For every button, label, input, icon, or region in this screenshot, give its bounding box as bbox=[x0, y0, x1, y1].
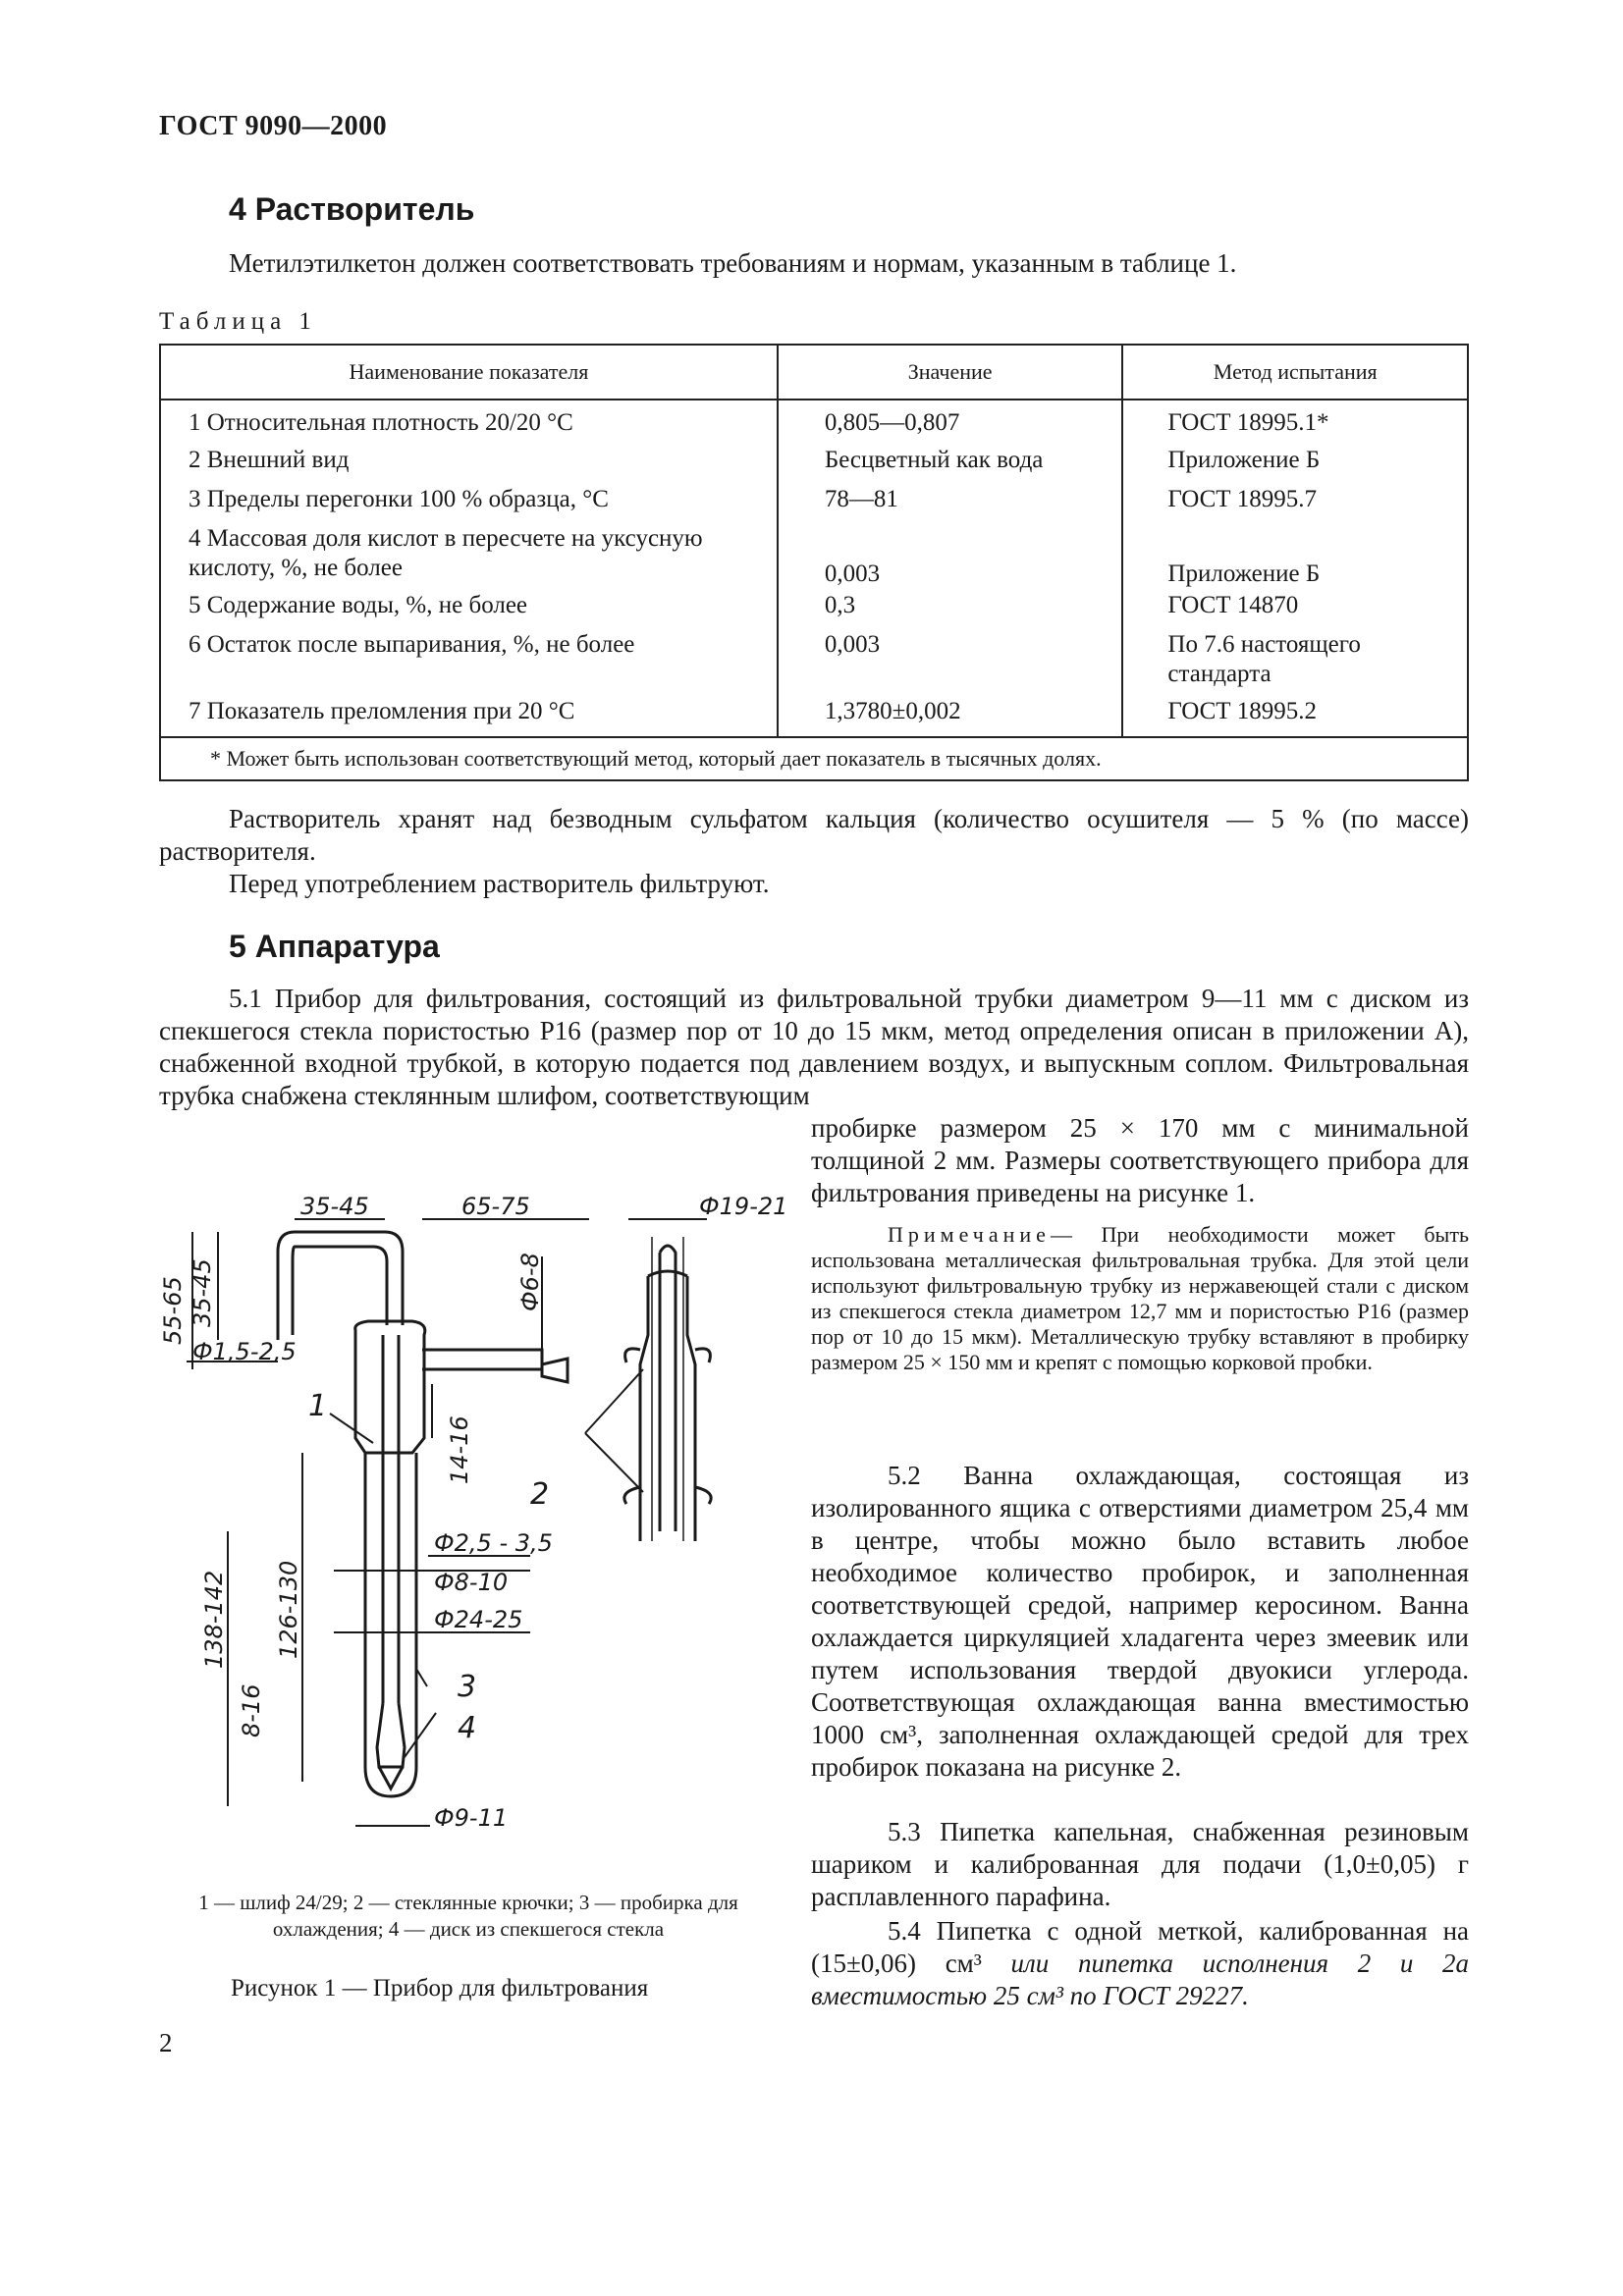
apparatus-side-view bbox=[624, 1237, 711, 1541]
row-method: ГОСТ 18995.2 bbox=[1167, 698, 1318, 724]
table-row bbox=[160, 400, 1468, 446]
callout-1: 1 bbox=[308, 1389, 328, 1423]
row-name: 6 Остаток после выпаривания, %, не более bbox=[189, 631, 635, 658]
paragraph-5-4-main: 5.4 Пипетка с одной меткой, калиброванная на (15±0,06) см³ bbox=[811, 1916, 1469, 1978]
table-row bbox=[160, 630, 1468, 697]
row-method: Приложение Б bbox=[1167, 447, 1321, 473]
table-footnote: * Может быть использован соответствующий метод, который дает показатель в тысячных долях. bbox=[160, 737, 1468, 780]
dim-35-45-side: 35-45 bbox=[189, 1258, 216, 1327]
table-footnote-row bbox=[160, 737, 1468, 780]
column-header-value: Значение bbox=[778, 345, 1123, 400]
row-method: ГОСТ 14870 bbox=[1167, 592, 1299, 618]
dim-14-16: 14-16 bbox=[446, 1415, 473, 1484]
dim-55-65: 55-65 bbox=[159, 1276, 187, 1345]
row-method: ГОСТ 18995.7 bbox=[1167, 486, 1318, 512]
note bbox=[811, 1222, 1469, 1375]
row-method: По 7.6 настоящего стандарта bbox=[1167, 631, 1361, 687]
filter-paragraph: Перед употреблением растворитель фильтруют. bbox=[229, 869, 770, 898]
dim-8-16: 8-16 bbox=[238, 1683, 265, 1737]
column-header-method: Метод испытания bbox=[1122, 345, 1468, 400]
table-row bbox=[160, 697, 1468, 737]
paragraph-5-2: 5.2 Ванна охлаждающая, состоящая из изолированного ящика с отверстиями диаметром 25,4 мм в центре, чтобы можно было вставить любое необходимое количество пробирок, и заполненная соответствующей средой, например керосином. Ванна охлаждается циркуляцией хладагента через змеевик или путем использования твердой двуокиси углерода. Соответствующая охлаждающая ванна вместимостью 1000 см³, заполненная охлаждающей средой для трех пробирок показана на рисунке 2. bbox=[811, 1461, 1469, 1782]
callout-3: 3 bbox=[458, 1670, 477, 1704]
row-name: 7 Показатель преломления при 20 °С bbox=[189, 698, 575, 724]
dim-f6-8: Ф6-8 bbox=[516, 1253, 544, 1311]
paragraph-5-3: 5.3 Пипетка капельная, снабженная резиновым шариком и калиброванная для подачи (1,0±0,05) г расплавленного парафина. bbox=[811, 1817, 1469, 1911]
apparatus-outline bbox=[278, 1232, 568, 1796]
row-value: 0,3 bbox=[824, 592, 856, 618]
dim-f8-10: Ф8-10 bbox=[434, 1569, 509, 1596]
table-1-caption: Таблица 1 bbox=[159, 308, 317, 335]
dim-f2-5-3-5: Ф2,5 - 3,5 bbox=[434, 1529, 553, 1557]
callout-4: 4 bbox=[458, 1711, 477, 1745]
row-name: 5 Содержание воды, %, не более bbox=[189, 592, 528, 618]
row-name: 1 Относительная плотность 20/20 °С bbox=[189, 409, 573, 436]
table-row bbox=[160, 485, 1468, 524]
storage-paragraph: Растворитель хранят над безводным сульфатом кальция (количество осушителя — 5 % (по массе) растворителя. bbox=[159, 804, 1469, 866]
dim-f19-21: Ф19-21 bbox=[699, 1193, 788, 1220]
callout-2: 2 bbox=[530, 1477, 550, 1512]
dim-126-130: 126-130 bbox=[275, 1560, 302, 1659]
page-number: 2 bbox=[159, 2028, 173, 2057]
figure-1-drawing bbox=[147, 1173, 795, 1860]
paragraph-5-1: 5.1 Прибор для фильтрования, состоящий из фильтровальной трубки диаметром 9—11 мм с диском из спекшегося стекла пористостью Р16 (размер пор от 10 до 15 мкм, метод определения описан в приложении А), снабженной входной трубкой, в которую подается под давлением воздух, и выпускным соплом. Фильтровальная трубка снабжена стеклянным шлифом, соответствующим bbox=[159, 984, 1469, 1110]
dim-f9-11: Ф9-11 bbox=[434, 1804, 509, 1832]
row-value: 1,3780±0,002 bbox=[824, 698, 961, 724]
table-row bbox=[160, 591, 1468, 630]
table-header-row bbox=[160, 345, 1468, 400]
table-1 bbox=[159, 344, 1469, 781]
row-name: 4 Массовая доля кислот в пересчете на уксусную кислоту, %, не более bbox=[189, 525, 703, 581]
figure-1-legend: 1 — шлиф 24/29; 2 — стеклянные крючки; 3 — пробирка для охлаждения; 4 — диск из спекшегося стекла bbox=[198, 1891, 738, 1941]
dim-f1-5-2-5: Ф1,5-2,5 bbox=[192, 1338, 297, 1365]
document-header: ГОСТ 9090—2000 bbox=[159, 111, 388, 141]
section-5-heading: 5 Аппаратура bbox=[229, 929, 440, 964]
dim-f24-25: Ф24-25 bbox=[434, 1606, 523, 1633]
row-name: 2 Внешний вид bbox=[189, 447, 350, 473]
row-value: 0,003 bbox=[824, 561, 881, 587]
paragraph-5-4-italic: или пипетка исполнения 2 и 2а вместимостью 25 см³ по ГОСТ 29227. bbox=[811, 1949, 1470, 2010]
dim-65-75: 65-75 bbox=[461, 1193, 530, 1220]
dim-35-45-top: 35-45 bbox=[300, 1193, 369, 1220]
table-row bbox=[160, 524, 1468, 591]
row-value: 0,805—0,807 bbox=[824, 409, 960, 436]
section-4-intro: Метилэтилкетон должен соответствовать требованиям и нормам, указанным в таблице 1. bbox=[229, 248, 1237, 278]
row-method: ГОСТ 18995.1* bbox=[1167, 409, 1329, 436]
row-method: Приложение Б bbox=[1167, 561, 1321, 587]
table-row bbox=[160, 446, 1468, 485]
row-value: 0,003 bbox=[824, 631, 881, 658]
column-header-name: Наименование показателя bbox=[160, 345, 778, 400]
dim-138-142: 138-142 bbox=[200, 1570, 228, 1669]
row-name: 3 Пределы перегонки 100 % образца, °С bbox=[189, 486, 609, 512]
note-text: — При необходимости может быть использована металлическая фильтровальная трубка. Для этой цели используют фильтровальную трубку из нержавеющей стали с диском из спекшегося стекла диаметром 12,7 мм и пористостью Р16 (размер пор от 10 до 15 мкм). Металлическую трубку вставляют в пробирку размером 25 × 150 мм и крепят с помощью корковой пробки. bbox=[811, 1222, 1469, 1374]
figure-1-title: Рисунок 1 — Прибор для фильтрования bbox=[231, 1975, 649, 2002]
paragraph-5-4 bbox=[811, 1915, 1469, 2012]
row-value: 78—81 bbox=[824, 486, 898, 512]
row-value: Бесцветный как вода bbox=[824, 447, 1044, 473]
paragraph-5-1-continued: пробирке размером 25 × 170 мм с минимальной толщиной 2 мм. Размеры соответствующего прибора для фильтрования приведены на рисунке 1. bbox=[811, 1113, 1469, 1207]
section-4-heading: 4 Растворитель bbox=[229, 191, 475, 227]
note-label: Примечание bbox=[888, 1222, 1051, 1247]
